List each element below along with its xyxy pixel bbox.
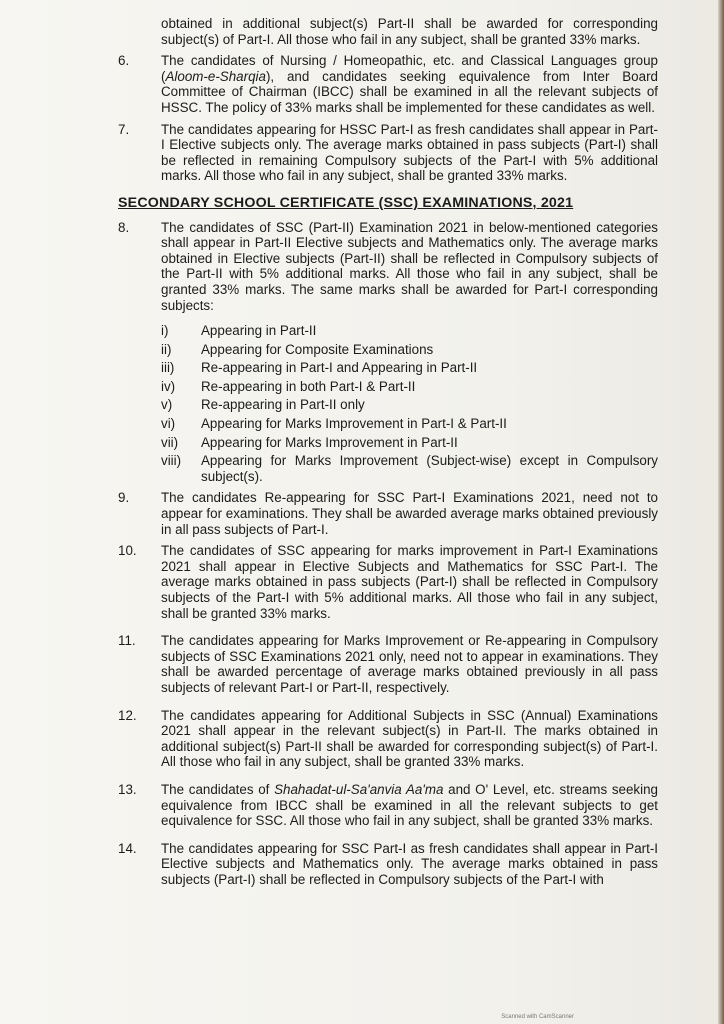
paragraph-italic-term: Shahadat-ul-Sa'anvia Aa'ma: [274, 781, 444, 797]
list-numeral: vi): [161, 416, 176, 432]
list-item: [161, 342, 658, 358]
paragraph-12: [118, 708, 658, 770]
paragraph-9: [118, 490, 658, 537]
list-numeral: ii): [161, 341, 172, 357]
list-item: [161, 453, 658, 484]
paragraph-14: [118, 841, 658, 888]
paragraph-text: The candidates appearing for SSC Part-I as fresh candidates shall appear in Part-I Elective subjects and Mathematics only. The average marks obtained in pass subjects (Part-I) shall be reflected in Compulsory subjects of the Part-I with: [161, 840, 658, 887]
paragraph-11: [118, 633, 658, 695]
paragraph-text: and O' Level, etc. streams seeking equivalence from IBCC shall be examined in all the relevant subjects to get equivalence for SSC. All those who fail in any subject, shall be granted 33% marks.: [161, 781, 658, 829]
paragraph-number: 12.: [118, 707, 137, 723]
paragraph-number: 7.: [118, 121, 130, 137]
list-item-text: Appearing for Composite Examinations: [201, 341, 434, 357]
section-heading-ssc: SECONDARY SCHOOL CERTIFICATE (SSC) EXAMINATIONS, 2021: [118, 194, 574, 211]
category-list: [118, 323, 658, 484]
paragraph-number: 10.: [118, 543, 137, 559]
continuation-text: obtained in additional subject(s) Part-II shall be awarded for corresponding subject(s) of Part-I. All those who fail in any subject, shall be granted 33% marks.: [161, 16, 658, 47]
list-item: [161, 323, 658, 339]
paragraph-text: The candidates of Nursing / Homeopathic, etc. and Classical Languages group (: [161, 53, 658, 84]
list-item: [161, 360, 658, 376]
paragraph-text: The candidates appearing for Marks Improvement or Re-appearing in Compulsory subjects of SSC Examinations 2021 only, need not to appear in examinations. They shall be awarded percentage of average marks obtained previously in all pass subjects of relevant Part-I or Part-II, respectively.: [161, 633, 658, 695]
list-item-text: Re-appearing in Part-I and Appearing in Part-II: [201, 360, 478, 376]
paragraph-number: 14.: [118, 840, 137, 856]
paragraph-number: 8.: [118, 219, 130, 235]
paragraph-number: 11.: [118, 633, 136, 649]
list-numeral: v): [161, 397, 173, 413]
paragraph-number: 13.: [118, 781, 137, 797]
list-item-text: Appearing for Marks Improvement in Part-II: [201, 434, 458, 450]
paragraph-6: [118, 53, 658, 115]
paragraph-text: The candidates Re-appearing for SSC Part-I Examinations 2021, need not to appear for examinations. They shall be awarded average marks obtained previously in all pass subjects of Part-I.: [161, 490, 658, 537]
list-item-text: Re-appearing in both Part-I & Part-II: [201, 378, 416, 394]
paragraph-text: The candidates appearing for Additional Subjects in SSC (Annual) Examinations 2021 shall appear in the relevant subject(s) in Part-II. The marks obtained in additional subject(s) Part-II shall be awarded for corresponding subject(s) of Part-I. All those who fail in any subject, shall be granted 33% marks.: [161, 707, 658, 770]
paragraph-italic-term: Aloom-e-Sharqia: [165, 68, 266, 84]
paragraph-text: The candidates appearing for HSSC Part-I as fresh candidates shall appear in Part-I Elective subjects only. The average marks obtained in pass subjects (Part-I) shall be reflected in remaining Compulsory subjects of the Part-I with 5% additional marks. All those who fail in any subject, shall be granted 33% marks.: [161, 121, 658, 184]
list-numeral: iv): [161, 378, 176, 394]
list-numeral: iii): [161, 360, 175, 376]
list-item-text: Appearing for Marks Improvement (Subject-wise) except in Compulsory subject(s).: [201, 453, 658, 484]
scanner-watermark: Scanned with CamScanner: [501, 1014, 574, 1020]
page-edge-shadow: [718, 0, 724, 1024]
paragraph-8: [118, 220, 658, 314]
paragraph-text: The candidates of SSC appearing for marks improvement in Part-I Examinations 2021 shall appear in Elective Subjects and Mathematics for SSC Part-I. The average marks obtained in pass subjects (Part-I) shall be reflected in Compulsory subjects of the Part-I with 5% additional marks. All those who fail in any subject, shall be granted 33% marks.: [161, 543, 658, 621]
list-numeral: i): [161, 323, 169, 339]
list-item: [161, 397, 658, 413]
paragraph-13: [118, 782, 658, 829]
paragraph-number: 6.: [118, 53, 130, 69]
list-item: [161, 435, 658, 451]
list-item: [161, 379, 658, 395]
paragraph-10: [118, 543, 658, 621]
list-numeral: viii): [161, 453, 182, 469]
document-body: [118, 16, 658, 894]
list-item-text: Appearing for Marks Improvement in Part-I & Part-II: [201, 416, 507, 432]
paragraph-7: [118, 122, 658, 184]
list-item-text: Appearing in Part-II: [201, 323, 317, 339]
list-item: [161, 416, 658, 432]
paragraph-number: 9.: [118, 490, 130, 506]
list-item-text: Re-appearing in Part-II only: [201, 397, 365, 413]
paragraph-text: The candidates of SSC (Part-II) Examination 2021 in below-mentioned categories shall appear in Part-II Elective subjects and Mathematics only. The average marks obtained in Elective subjects (Part-II) shall be reflected in Compulsory subjects of the Part-II with 5% additional marks. All those who fail in any subject, shall be granted 33% marks. The same marks shall be awarded for Part-I corresponding subjects:: [161, 219, 658, 313]
list-numeral: vii): [161, 434, 179, 450]
paragraph-text: The candidates of: [161, 781, 275, 797]
paragraph-text: ), and candidates seeking equivalence from Inter Board Committee of Chairman (IBCC) shall be examined in all the relevant subjects of HSSC. The policy of 33% marks shall be implemented for these candidates as well.: [161, 68, 658, 115]
